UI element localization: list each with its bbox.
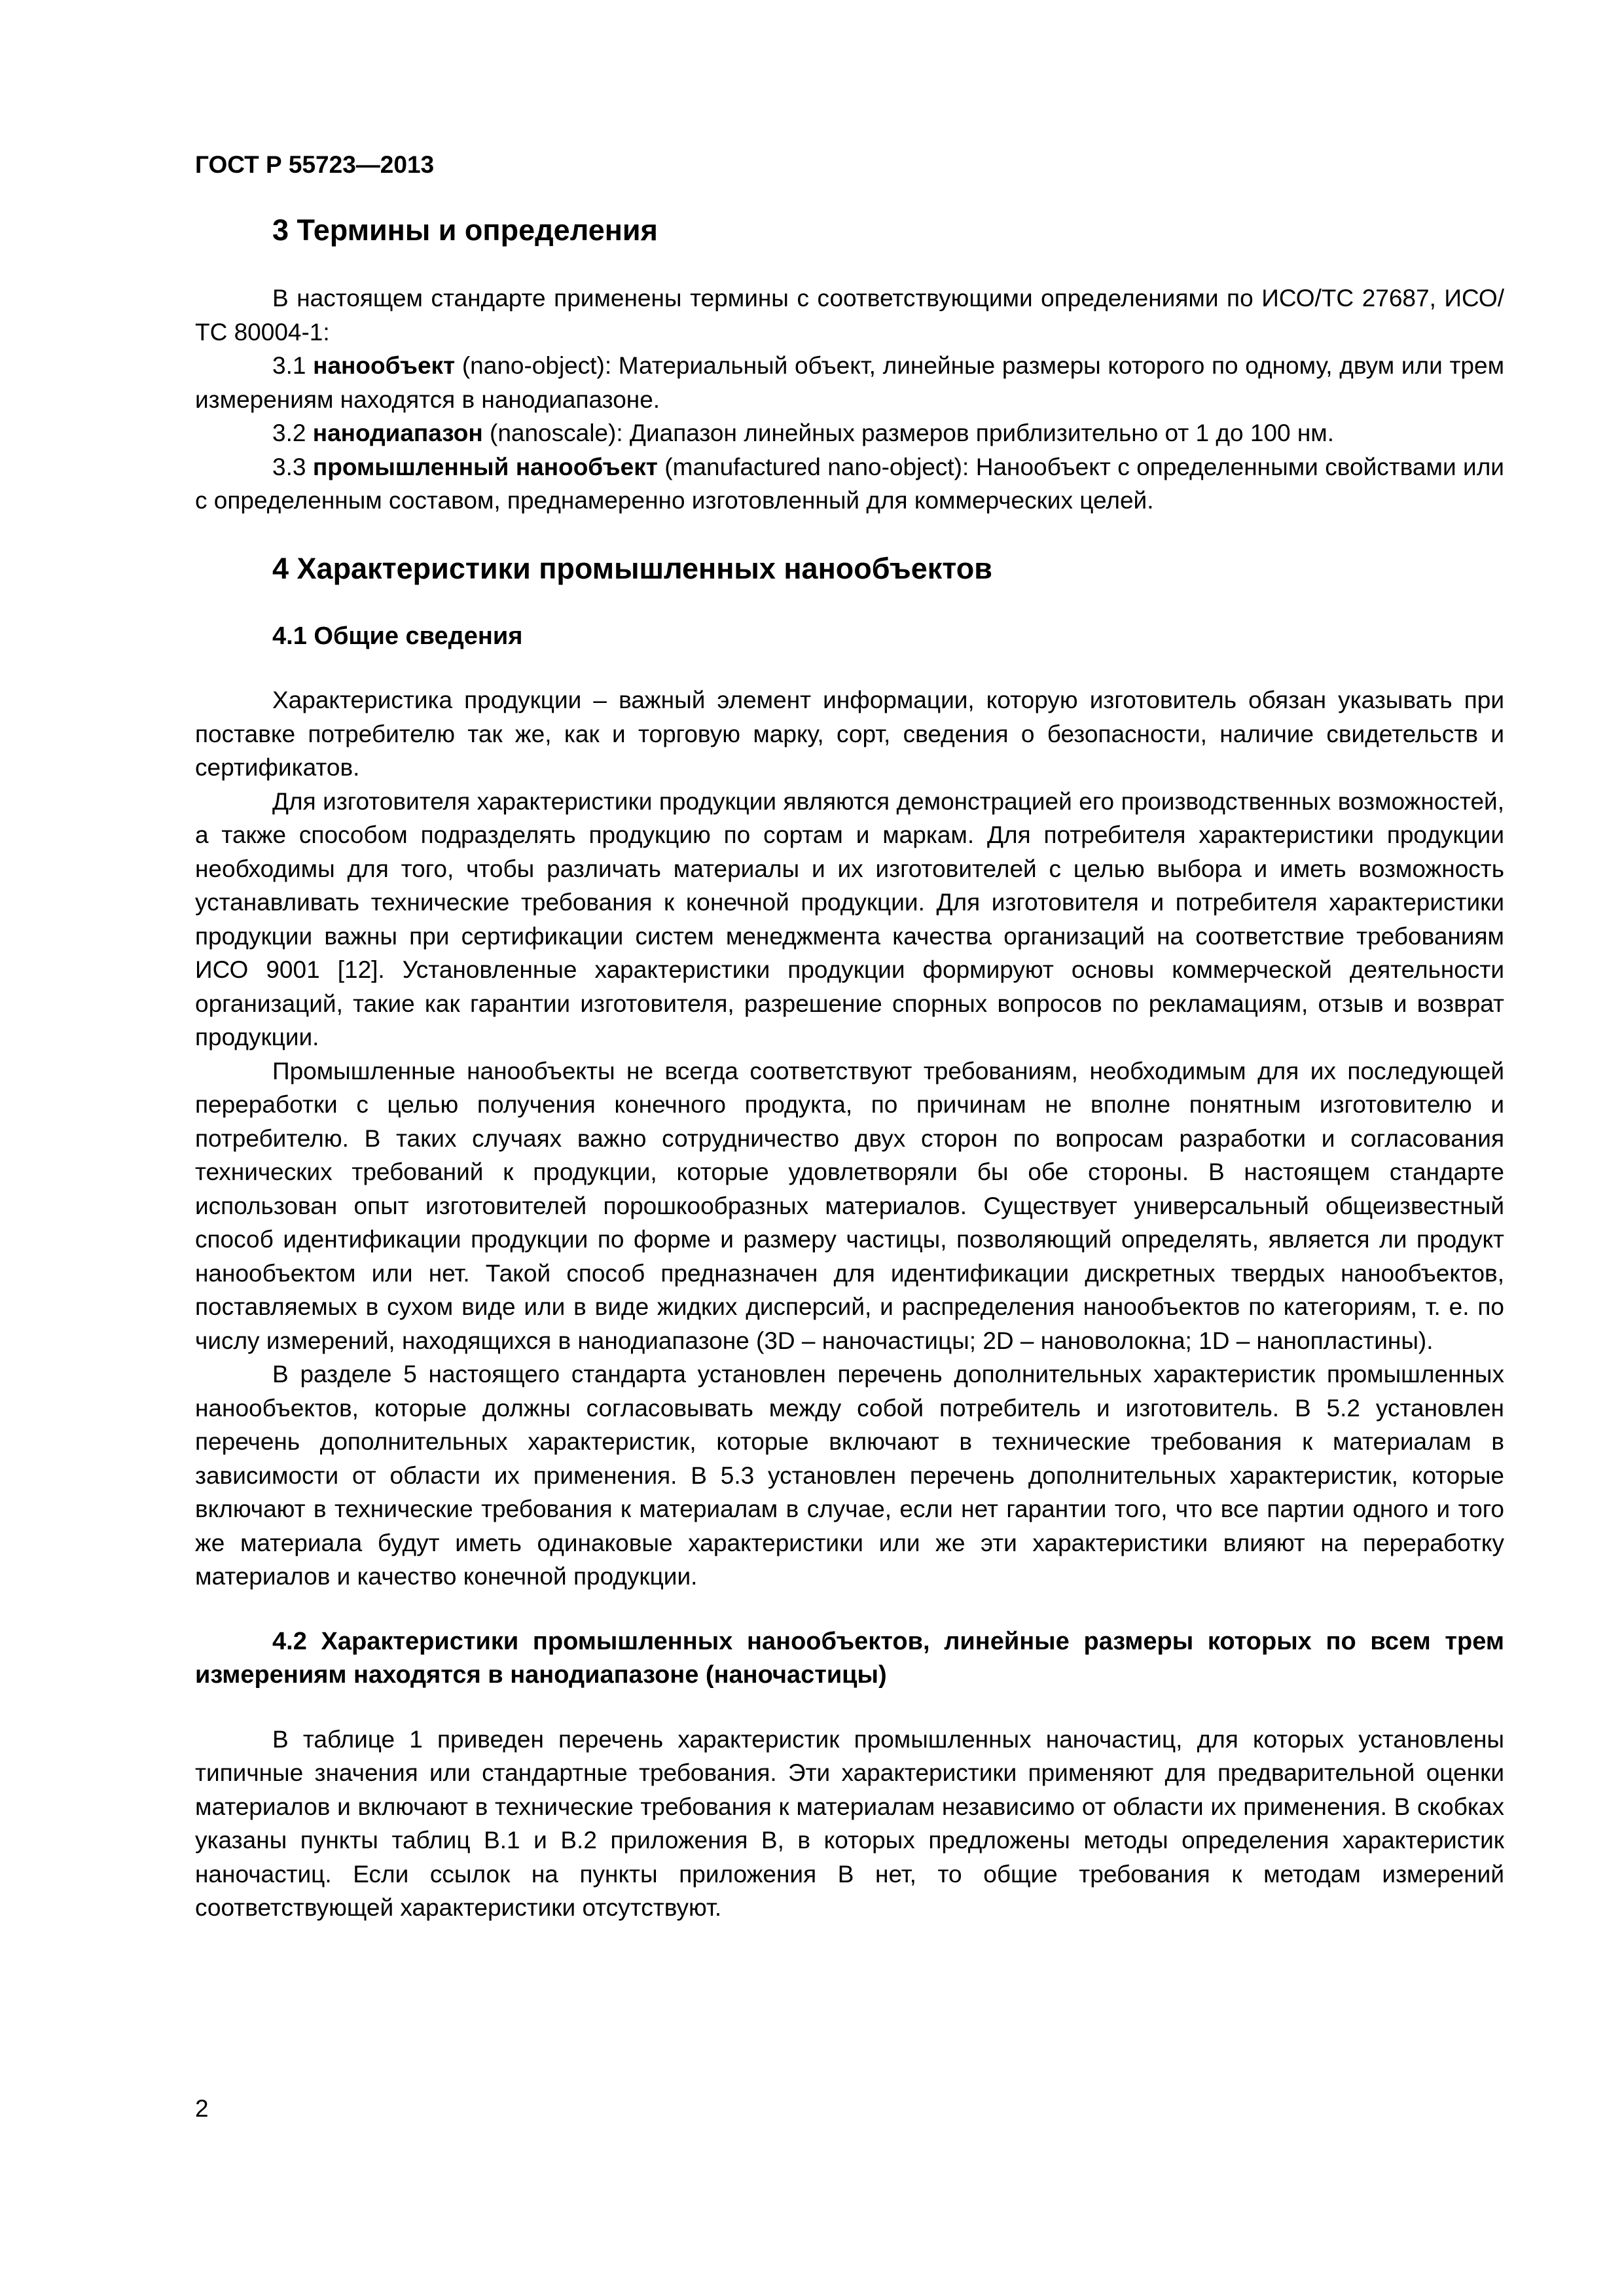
section-3-heading: 3 Термины и определения — [272, 213, 658, 247]
term-number: 3.1 — [272, 352, 314, 379]
term-name: нанодиапазон — [312, 420, 483, 446]
paragraph: Для изготовителя характеристики продукции являются демонстрацией его производственных возможностей, а также способом подразделять продукцию по сортам и маркам. Для потребителя характеристики продукции необходимы для того, чтобы различать материалы и их изготовителей с целью выбора и иметь возможность устанавливать технические требования к конечной продукции. Для изготовителя и потребителя характеристики продукции важны при сертификации систем менеджмента качества организаций на соответствие требованиям ИСО 9001 [12]. Установленные характеристики продукции формируют основы коммерческой деятельности организаций, такие как гарантии изготовителя, разрешение спорных вопросов по рекламациям, отзыв и возврат продукции. — [195, 787, 1504, 1050]
term-definition: (manufactured nano-object): Нанообъект с определенными свойствами или с определенным составом, преднамеренно изготовленный для коммерческих целей. — [195, 453, 1504, 514]
page-number: 2 — [195, 2095, 209, 2122]
paragraph: Промышленные нанообъекты не всегда соответствуют требованиям, необходимым для их последующей переработки с целью получения конечного продукта, по причинам не вполне понятным изготовителю и потребителю. В таких случаях важно сотрудничество двух сторон по вопросам разработки и согласования технических требований к продукции, которые удовлетворяли бы обе стороны. В настоящем стандарте использован опыт изготовителей порошкообразных материалов. Существует универсальный общеизвестный способ идентификации продукции по форме и размеру частицы, позволяющий определять, является ли продукт нанообъектом или нет. Такой способ предназначен для идентификации дискретных твердых нанообъектов, поставляемых в сухом виде или в виде жидких дисперсий, и распределения нанообъектов по категориям, т. е. по числу измерений, находящихся в нанодиапазоне (3D – наночастицы; 2D – нановолокна; 1D – нанопластины). — [195, 1057, 1504, 1354]
section-3-intro: В настоящем стандарте применены термины с соответствующими определениями по ИСО/ТС 27687, ИСО/ТС 80004-1: — [195, 285, 1504, 346]
paragraph: В разделе 5 настоящего стандарта установлен перечень дополнительных характеристик промышленных нанообъектов, которые должны согласовывать между собой потребитель и изготовитель. В 5.2 установлен перечень дополнительных характеристик, которые включают в технические требования к материалам в зависимости от области их применения. В 5.3 установлен перечень дополнительных характеристик, которые включают в технические требования к материалам в случае, если нет гарантии того, что все партии одного и того же материала будут иметь одинаковые характеристики или же эти характеристики влияют на переработку материалов и качество конечной продукции. — [195, 1361, 1504, 1590]
paragraph: Характеристика продукции – важный элемент информации, которую изготовитель обязан указывать при поставке потребителю так же, как и торговую марку, сорт, сведения о безопасности, наличие свидетельств и сертификатов. — [195, 687, 1504, 781]
term-name: нанообъект — [313, 352, 456, 379]
paragraph: В таблице 1 приведен перечень характеристик промышленных наночастиц, для которых установлены типичные значения или стандартные требования. Эти характеристики применяют для предварительной оценки материалов и включают в технические требования к материалам независимо от области их применения. В скобках указаны пункты таблиц В.1 и В.2 приложения В, в которых предложены методы определения характеристик наночастиц. Если ссылок на пункты приложения В нет, то общие требования к методам измерений соответствующей характеристики отсутствуют. — [195, 1725, 1504, 1921]
subsection-4-1-heading: 4.1 Общие сведения — [272, 622, 523, 650]
term-number: 3.2 — [272, 420, 313, 446]
page-content — [195, 209, 1504, 1925]
term-3-2 — [195, 416, 1504, 450]
term-name: промышленный нанообъект — [312, 453, 658, 480]
subsection-4-2-heading: 4.2 Характеристики промышленных нанообъектов, линейные размеры которых по всем трем измерениям находятся в нанодиапазоне (наночастицы) — [195, 1627, 1504, 1689]
section-4-heading: 4 Характеристики промышленных нанообъектов — [272, 551, 992, 585]
term-3-1 — [195, 349, 1504, 416]
term-definition: (nanoscale): Диапазон линейных размеров приблизительно от 1 до 100 нм. — [482, 420, 1334, 446]
term-number: 3.3 — [272, 453, 313, 480]
document-code: ГОСТ Р 55723—2013 — [195, 151, 435, 178]
term-definition: (nano-object): Материальный объект, линейные размеры которого по одному, двум или трем измерениям находятся в нанодиапазоне. — [195, 352, 1505, 413]
term-3-3 — [195, 450, 1504, 518]
